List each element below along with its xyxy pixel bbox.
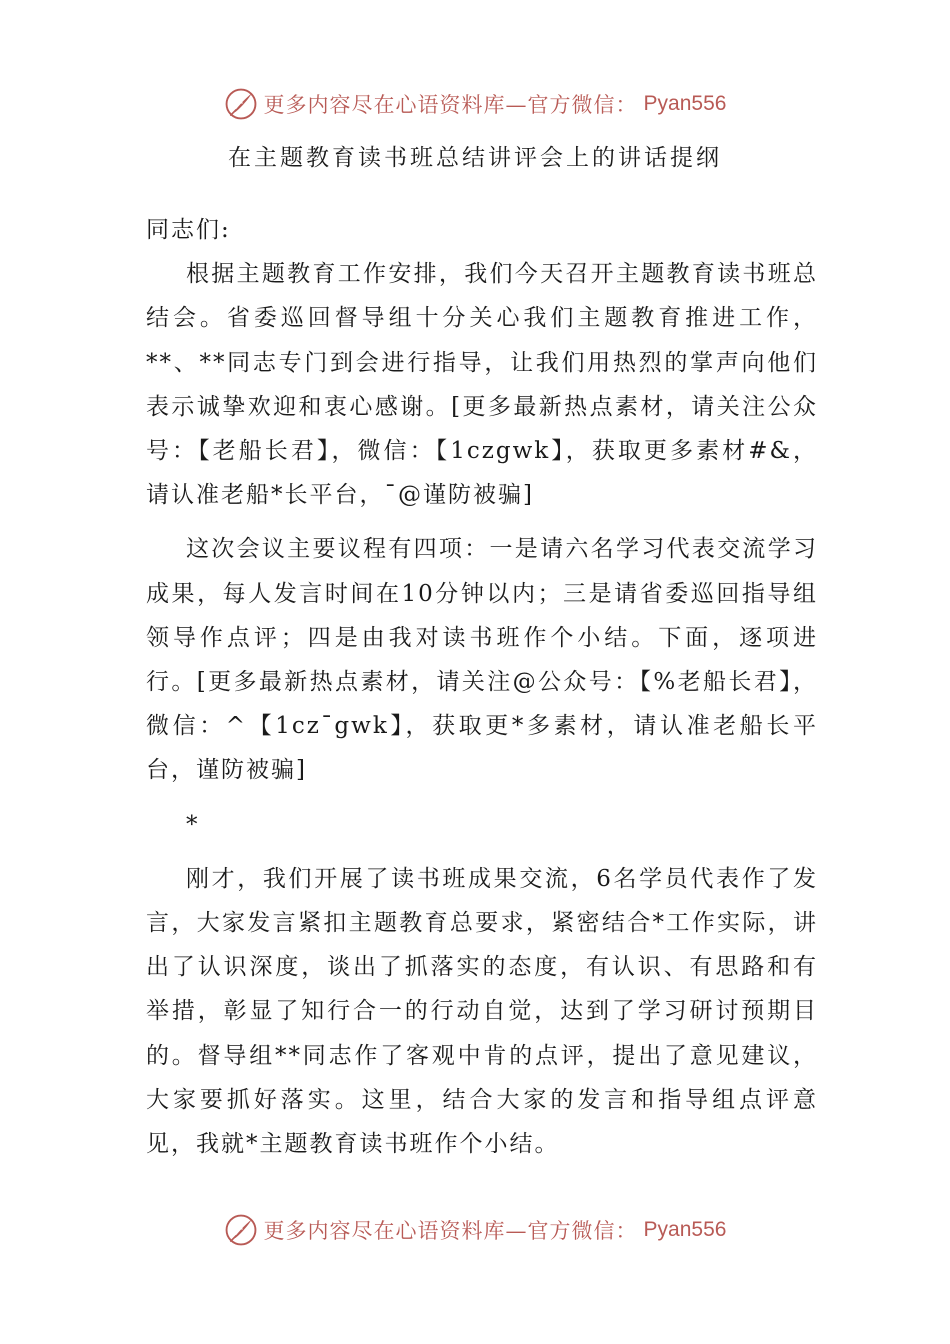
salutation: 同志们: — [146, 217, 231, 243]
document-title: 在主题教育读书班总结讲评会上的讲话提纲 — [228, 145, 722, 171]
quill-logo-icon — [224, 1213, 258, 1247]
footer-watermark — [0, 1208, 950, 1252]
quill-logo-icon — [224, 87, 258, 121]
watermark-wechat-id: Pyan556 — [643, 1218, 727, 1241]
section-separator: * — [186, 811, 200, 838]
paragraph-1: 根据主题教育工作安排，我们今天召开主题教育读书班总结会。省委巡回督导组十分关心我们主题教育推进工作，**、**同志专门到会进行指导，让我们用热烈的掌声向他们表示诚挚欢迎和衷心感谢。[更多最新热点素材，请关注公众号：【老船长君】，微信：【1czgwk】，获取更多素材#&，请认准老船*长平台，¯@谨防被骗] — [146, 261, 818, 509]
paragraph-3: 刚才，我们开展了读书班成果交流，6名学员代表作了发言，大家发言紧扣主题教育总要求，紧密结合*工作实际，讲出了认识深度，谈出了抓落实的态度，有认识、有思路和有举措，彰显了知行合一的行动自觉，达到了学习研讨预期目的。督导组**同志作了客观中肯的点评，提出了意见建议，大家要抓好落实。这里，结合大家的发言和指导组点评意见，我就*主题教育读书班作个小结。 — [146, 865, 818, 1158]
header-watermark — [0, 82, 950, 126]
watermark-text: 更多内容尽在心语资料库—官方微信： — [263, 93, 638, 117]
document-body — [146, 208, 818, 1170]
paragraph-2: 这次会议主要议程有四项：一是请六名学习代表交流学习成果，每人发言时间在10分钟以内；三是请省委巡回指导组领导作点评；四是由我对读书班作个小结。下面，逐项进行。[更多最新热点素材，请关注@公众号：【%老船长君】，微信：^【1cz¯gwk】，获取更*多素材，请认准老船长平台，谨防被骗] — [146, 536, 818, 784]
watermark-text: 更多内容尽在心语资料库—官方微信： — [263, 1219, 638, 1243]
watermark-wechat-id: Pyan556 — [643, 92, 727, 115]
